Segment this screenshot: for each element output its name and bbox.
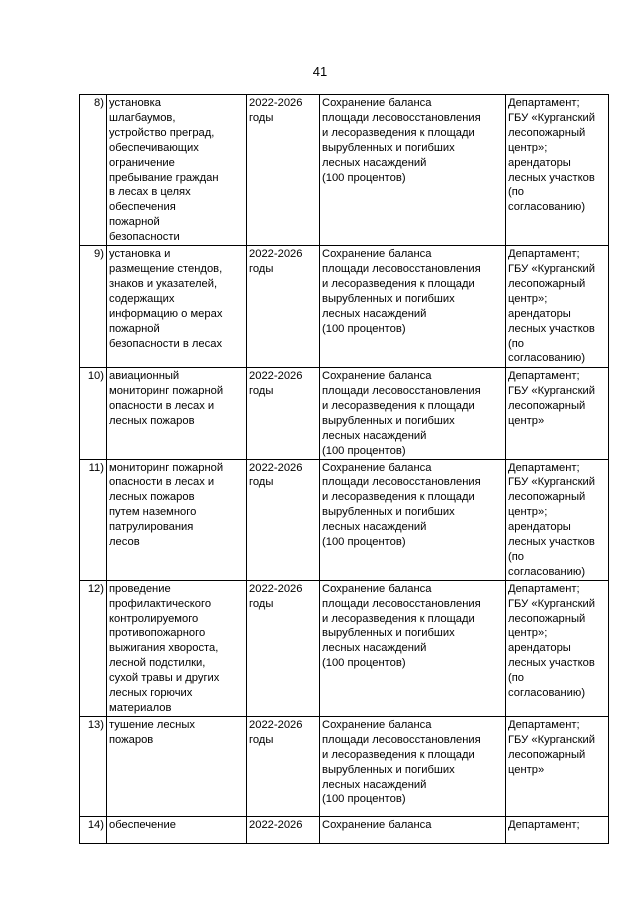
action-cell: тушение лесных пожаров [107, 716, 247, 816]
term-cell: 2022-2026 годы [247, 459, 320, 580]
term-cell: 2022-2026 годы [247, 246, 320, 368]
row-number: 8) [80, 95, 107, 246]
measures-table [79, 94, 609, 844]
action-cell: авиационный мониторинг пожарной опасности в лесах и лесных пожаров [107, 368, 247, 459]
responsible-cell: Департамент; ГБУ «Курганский лесопожарный центр» [506, 716, 609, 816]
result-cell: Сохранение баланса площади лесовосстановления и лесоразведения к площади вырубленных и погибших лесных насаждений (100 процентов) [320, 716, 506, 816]
result-cell: Сохранение баланса площади лесовосстановления и лесоразведения к площади вырубленных и погибших лесных насаждений (100 процентов) [320, 580, 506, 716]
table-row [80, 459, 609, 580]
row-number: 14) [80, 816, 107, 843]
responsible-cell: Департамент; ГБУ «Курганский лесопожарный центр»; арендаторы лесных участков (по согласованию) [506, 580, 609, 716]
action-cell: установка и размещение стендов, знаков и указателей, содержащих информацию о мерах пожарной безопасности в лесах [107, 246, 247, 368]
row-number: 12) [80, 580, 107, 716]
responsible-cell: Департамент; ГБУ «Курганский лесопожарный центр» [506, 368, 609, 459]
action-cell: мониторинг пожарной опасности в лесах и лесных пожаров путем наземного патрулирования лесов [107, 459, 247, 580]
responsible-cell: Департамент; [506, 816, 609, 843]
term-cell: 2022-2026 [247, 816, 320, 843]
result-cell: Сохранение баланса площади лесовосстановления и лесоразведения к площади вырубленных и погибших лесных насаждений (100 процентов) [320, 368, 506, 459]
table-row [80, 95, 609, 246]
result-cell: Сохранение баланса площади лесовосстановления и лесоразведения к площади вырубленных и погибших лесных насаждений (100 процентов) [320, 459, 506, 580]
responsible-cell: Департамент; ГБУ «Курганский лесопожарный центр»; арендаторы лесных участков (по согласованию) [506, 95, 609, 246]
term-cell: 2022-2026 годы [247, 95, 320, 246]
table-row [80, 816, 609, 843]
term-cell: 2022-2026 годы [247, 716, 320, 816]
row-number: 13) [80, 716, 107, 816]
term-cell: 2022-2026 годы [247, 580, 320, 716]
row-number: 10) [80, 368, 107, 459]
table-row [80, 368, 609, 459]
responsible-cell: Департамент; ГБУ «Курганский лесопожарный центр»; арендаторы лесных участков (по согласованию) [506, 246, 609, 368]
table-row [80, 716, 609, 816]
responsible-cell: Департамент; ГБУ «Курганский лесопожарный центр»; арендаторы лесных участков (по согласованию) [506, 459, 609, 580]
row-number: 11) [80, 459, 107, 580]
row-number: 9) [80, 246, 107, 368]
action-cell: установка шлагбаумов, устройство преград, обеспечивающих ограничение пребывание граждан в лесах в целях обеспечения пожарной безопасности [107, 95, 247, 246]
result-cell: Сохранение баланса [320, 816, 506, 843]
action-cell: проведение профилактического контролируемого противопожарного выжигания хвороста, лесной подстилки, сухой травы и других лесных горючих материалов [107, 580, 247, 716]
table-row [80, 580, 609, 716]
term-cell: 2022-2026 годы [247, 368, 320, 459]
action-cell: обеспечение [107, 816, 247, 843]
page-number: 41 [312, 64, 328, 79]
result-cell: Сохранение баланса площади лесовосстановления и лесоразведения к площади вырубленных и погибших лесных насаждений (100 процентов) [320, 95, 506, 246]
table-row [80, 246, 609, 368]
result-cell: Сохранение баланса площади лесовосстановления и лесоразведения к площади вырубленных и погибших лесных насаждений (100 процентов) [320, 246, 506, 368]
